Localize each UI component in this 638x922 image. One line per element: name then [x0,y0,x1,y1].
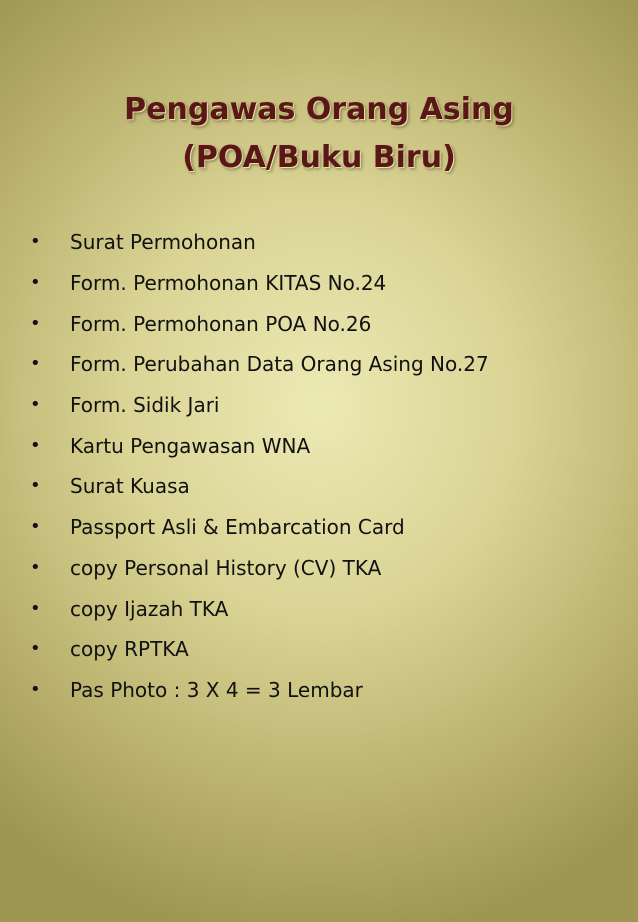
bullet-icon: • [30,272,41,294]
list-item-text: copy RPTKA [70,637,189,662]
list-item-text: Form. Permohonan KITAS No.24 [70,271,387,296]
bullet-icon: • [30,394,41,416]
list-item [30,222,489,263]
list-item-text: Form. Sidik Jari [70,393,220,418]
title-line-1: Pengawas Orang Asing [124,92,514,128]
list-item-text: Pas Photo : 3 X 4 = 3 Lembar [70,677,363,702]
list-item [30,263,489,304]
bullet-icon: • [30,353,41,375]
list-item [30,344,489,385]
list-item-text: Passport Asli & Embarcation Card [70,515,405,540]
bullet-icon: • [30,597,41,619]
list-item-text: Surat Permohonan [70,230,256,255]
list-item [30,425,489,466]
bullet-icon: • [30,312,41,334]
list-item [30,629,489,670]
list-item-text: Kartu Pengawasan WNA [70,433,311,458]
list-item [30,548,489,589]
list-item-text: Form. Perubahan Data Orang Asing No.27 [70,352,489,377]
list-item [30,588,489,629]
bullet-icon: • [30,638,41,660]
bullet-icon: • [30,434,41,456]
bullet-icon: • [30,678,41,700]
list-item-text: Surat Kuasa [70,474,190,499]
bullet-icon: • [30,475,41,497]
title-line-2: (POA/Buku Biru) [182,140,456,176]
requirements-list [30,222,489,710]
list-item [30,385,489,426]
list-item [30,303,489,344]
list-item [30,466,489,507]
list-item [30,507,489,548]
list-item-text: copy Ijazah TKA [70,596,229,621]
bullet-icon: • [30,516,41,538]
list-item-text: copy Personal History (CV) TKA [70,555,382,580]
bullet-icon: • [30,231,41,253]
list-item [30,670,489,711]
slide-title [0,86,638,182]
list-item-text: Form. Permohonan POA No.26 [70,311,372,336]
bullet-icon: • [30,556,41,578]
